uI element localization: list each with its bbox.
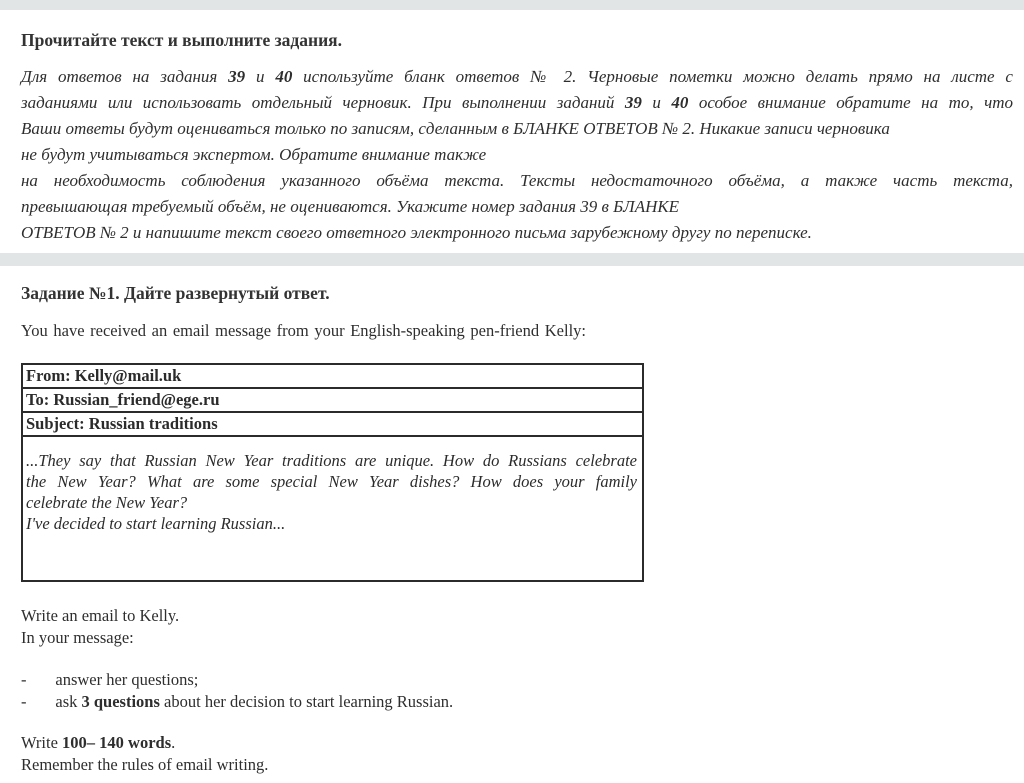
email-to-row — [22, 388, 643, 412]
instructions-header: Прочитайте текст и выполните задания. — [21, 30, 343, 50]
text-line: ОТВЕТОВ № 2 и напишите текст своего ответного электронного письма зарубежному другу по переписке. — [21, 223, 812, 242]
task-section — [0, 266, 1024, 775]
email-subject-row — [22, 412, 643, 436]
text-line: ...They say that Russian New Year traditions are unique. How do Russians celebrate — [26, 451, 637, 470]
text-line: заданиями или использовать отдельный черновик. При выполнении заданий 39 и 40 особое внимание обратите на то, что — [21, 93, 1014, 112]
task-lead-text: You have received an email message from your English-speaking pen-friend Kelly: — [21, 321, 586, 340]
text-line: Write 100– 140 words. — [21, 733, 176, 752]
text-line: - answer her questions; — [21, 670, 199, 689]
email-from-row — [22, 364, 643, 388]
text-line: I've decided to start learning Russian... — [26, 514, 286, 533]
text-line: In your message: — [21, 627, 134, 647]
email-body-text — [22, 436, 643, 581]
task-header: Задание №1. Дайте развернутый ответ. — [21, 283, 330, 303]
text-line: Для ответов на задания 39 и 40 используйте бланк ответов № 2. Черновые пометки можно делать прямо на листе с — [21, 67, 1013, 86]
email-subject-field: Subject: Russian traditions — [22, 412, 643, 436]
section-divider — [0, 253, 1024, 266]
email-body-row — [22, 436, 643, 581]
text-line: celebrate the New Year? — [26, 493, 188, 512]
text-line: на необходимость соблюдения указанного объёма текста. Тексты недостаточного объёма, а также часть текста, — [21, 171, 1013, 190]
email-from-field: From: Kelly@mail.uk — [22, 364, 643, 388]
bullet-list — [21, 669, 1013, 712]
email-to-field: To: Russian_friend@ege.ru — [22, 388, 643, 412]
text-line: the New Year? What are some special New Year dishes? How does your family — [26, 472, 637, 491]
text-line: Write an email to Kelly. — [21, 606, 180, 625]
write-instruction-block — [21, 605, 1013, 648]
text-line: превышающая требуемый объём, не оцениваются. Укажите номер задания 39 в БЛАНКЕ — [21, 197, 680, 216]
instructions-section — [0, 10, 1024, 253]
email-message-box — [21, 363, 644, 582]
text-line: Remember the rules of email writing. — [21, 754, 269, 774]
instructions-paragraph — [21, 64, 1013, 246]
top-gray-band — [0, 0, 1024, 10]
word-count-block — [21, 732, 1013, 775]
text-line: Ваши ответы будут оцениваться только по записям, сделанным в БЛАНКЕ ОТВЕТОВ № 2. Никакие записи черновика — [21, 119, 890, 138]
text-line: - ask 3 questions about her decision to start learning Russian. — [21, 691, 454, 711]
text-line: не будут учитываться экспертом. Обратите внимание также — [21, 145, 487, 164]
